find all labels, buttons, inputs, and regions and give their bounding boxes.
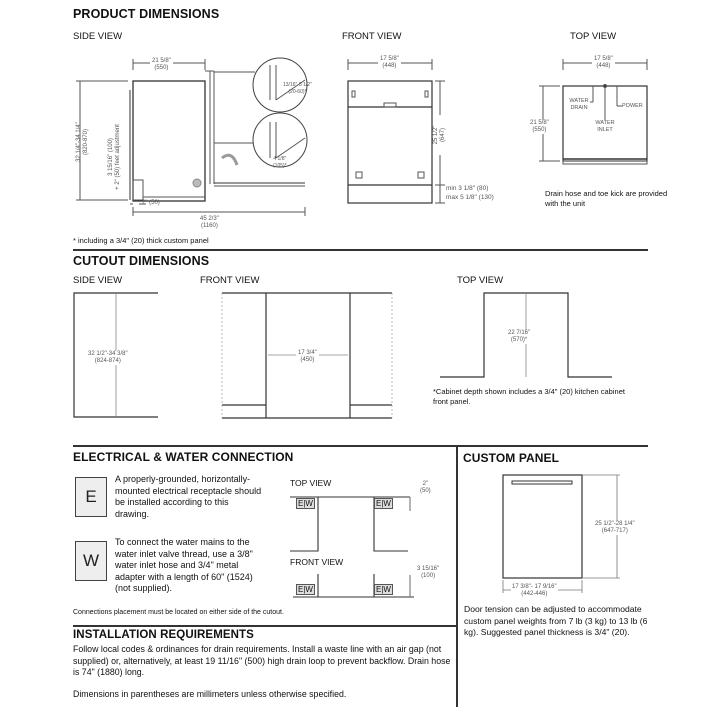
pd-side-height: 32 1/4"-34 1/4" — [76, 122, 82, 162]
ew-front-dim-mm: (100) — [421, 573, 436, 579]
co-top-view-label: TOP VIEW — [457, 275, 504, 286]
pd-top-width-mm: (448) — [596, 63, 611, 69]
pd-side-view-label: SIDE VIEW — [73, 31, 123, 42]
pd-front-width-mm: (448) — [382, 63, 397, 69]
installation-title: INSTALLATION REQUIREMENTS — [73, 629, 254, 641]
divider — [73, 625, 456, 627]
installation-note: Dimensions in parentheses are millimeters unless otherwise specified. — [73, 689, 347, 699]
ew-top-dim-in: 2" — [422, 481, 429, 487]
pd-top-note: Drain hose and toe kick are provided with the unit — [545, 189, 668, 208]
cutout-dimensions-title: CUTOUT DIMENSIONS — [73, 254, 210, 268]
pd-water-drain: WATER DRAIN — [569, 98, 589, 111]
ew-front-right-marker: E|W — [376, 585, 391, 594]
co-top-note: *Cabinet depth shown includes a 3/4" (20) kitchen cabinet front panel. — [433, 387, 625, 406]
pd-detail2: 4 1/8" — [273, 156, 287, 162]
pd-side-height-mm: (820-870) — [83, 129, 89, 156]
pd-side-width: 21 5/8" — [152, 58, 171, 64]
pd-footnote: * including a 3/4" (20) thick custom panel — [73, 236, 209, 245]
electrical-water-title: ELECTRICAL & WATER CONNECTION — [73, 450, 294, 464]
pd-front-view-label: FRONT VIEW — [342, 31, 402, 42]
cp-width: 17 3/8"- 17 9/16" — [512, 584, 557, 590]
ew-front-left-marker: E|W — [298, 585, 313, 594]
cp-width-dim — [511, 584, 558, 598]
cp-width-mm: (442-446) — [521, 591, 548, 597]
co-front-view-label: FRONT VIEW — [200, 275, 260, 286]
pd-power: POWER — [622, 103, 643, 109]
ew-top-left-marker: E|W — [298, 499, 313, 508]
co-side-height: 32 1/2"-34 3/8" — [88, 351, 128, 357]
product-dimensions-title: PRODUCT DIMENSIONS — [73, 7, 220, 21]
pd-top-width: 17 5/8" — [594, 56, 613, 62]
co-front-width: 17 3/4" — [298, 350, 317, 356]
pd-front-width: 17 5/8" — [380, 56, 399, 62]
pd-side-width-mm: (550) — [154, 65, 169, 71]
pd-front-min: min 3 1/8" (80) — [446, 185, 489, 192]
co-side-height-mm: (824-874) — [94, 358, 121, 364]
pd-side-depth-mm: (1160) — [200, 223, 218, 229]
co-side-view-label: SIDE VIEW — [73, 275, 123, 286]
pd-side-feet: 3 15/16" (100) — [108, 138, 114, 176]
pd-detail2-mm: (105)* — [273, 163, 287, 169]
pd-detail1-mm: (20-60)* — [288, 89, 307, 95]
pd-side-feet-adj: + 2" (50) feet adjustment — [115, 124, 121, 190]
ew-note: Connections placement must be located on either side of the cutout. — [73, 609, 284, 616]
cp-text: Door tension can be adjusted to accommodate custom panel weights from 7 lb (3 kg) to 13 lb (6 kg). Suggested panel thickness is 3/4" (20). — [464, 604, 648, 637]
custom-panel-title: CUSTOM PANEL — [463, 451, 560, 465]
pd-side-depth: 45 2/3" — [200, 216, 219, 222]
co-top-depth: 22 7/16" — [508, 330, 531, 336]
electrical-text: A properly-grounded, horizontally-mounted electrical receptacle should be installed according to this drawing. — [115, 474, 262, 519]
water-text: To connect the water mains to the water inlet valve thread, use a 3/8" water inlet hose and 3/4" metal adapter with a length of 60" (1524) (not supplied). — [115, 537, 253, 593]
cp-height: 25 1/2"-28 1/4" — [595, 521, 635, 527]
pd-front-max: max 5 1/8" (130) — [446, 194, 494, 201]
pd-top-depth-mm: (550) — [532, 127, 547, 133]
ew-front-dim-in: 3 15/16" — [417, 566, 440, 572]
co-front-width-mm: (450) — [300, 357, 315, 363]
co-top-depth-mm: (570)* — [510, 337, 528, 343]
ew-top-right-marker: E|W — [376, 499, 391, 508]
pd-top-depth: 21 5/8" — [530, 120, 549, 126]
ew-top-view-label: TOP VIEW — [290, 478, 332, 488]
pd-detail1: 13/16"-3 1/2" — [283, 82, 312, 88]
pd-front-height: 25 1/2" — [433, 125, 439, 145]
electrical-e-icon: E — [75, 477, 107, 517]
ew-front-view-label: FRONT VIEW — [290, 557, 344, 567]
cp-height-dim — [595, 521, 635, 535]
pd-front-height-mm: (647) — [440, 128, 446, 143]
installation-text: Follow local codes & ordinances for drain requirements. Install a waste line with an air gap (not supplied) or, alternatively, at least 19 11/16" (500) high drain loop to prevent backflow. Drain hose is 74" (1880) long. — [73, 644, 451, 677]
water-w-icon: W — [75, 541, 107, 581]
cp-height-mm: (647-717) — [601, 528, 628, 534]
pd-water-inlet: WATER INLET — [595, 120, 615, 133]
pd-top-view-label: TOP VIEW — [570, 31, 617, 42]
pd-side-toe: 2" (50) — [142, 200, 160, 206]
ew-top-dim-mm: (50) — [420, 488, 431, 494]
